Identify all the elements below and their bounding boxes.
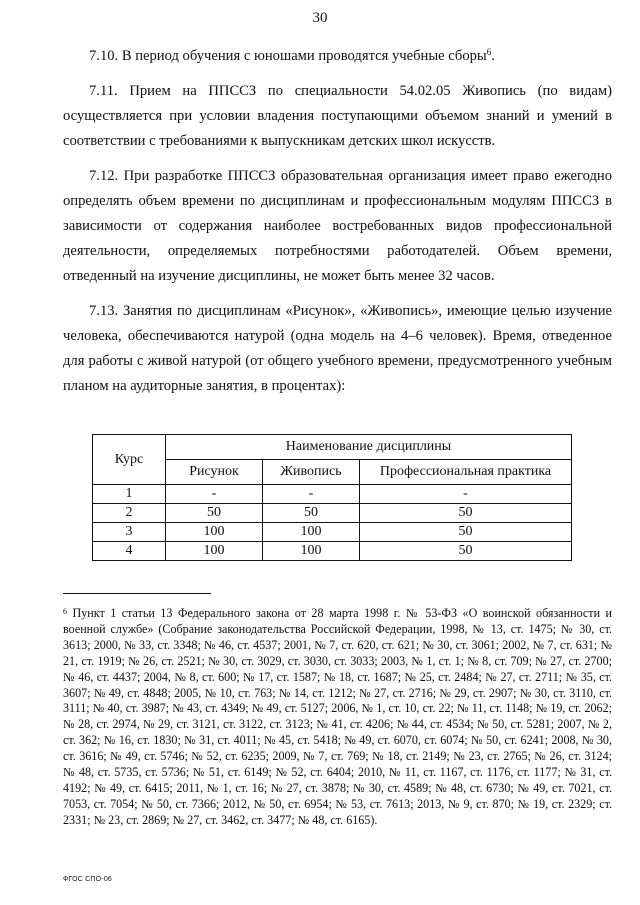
column-header-practice: Профессиональная практика [360, 460, 572, 485]
practice-cell: - [360, 485, 572, 504]
course-cell: 4 [93, 542, 166, 561]
live-model-hours-table [92, 434, 572, 561]
column-header-painting: Живопись [263, 460, 360, 485]
paragraph-7-11: 7.11. Прием на ППССЗ по специальности 54.02.05 Живопись (по видам) осуществляется при условии владения поступающими объемом знаний и умений в соответствии с требованиями к выпускникам детских школ искусств. [63, 83, 612, 149]
painting-cell: - [263, 485, 360, 504]
course-header: Курс [93, 435, 166, 485]
paragraph-7-10-text: 7.10. В период обучения с юношами проводятся учебные сборы [89, 48, 487, 64]
footnote-reference: 6 [486, 47, 492, 57]
column-header-drawing: Рисунок [166, 460, 263, 485]
footnote [63, 606, 612, 829]
table-row [93, 542, 572, 561]
paragraph-7-10-end: . [491, 48, 495, 64]
drawing-cell: 50 [166, 504, 263, 523]
footnote-separator [63, 593, 211, 594]
paragraph-7-10 [63, 44, 612, 69]
document-code: ФГОС СПО-06 [63, 876, 113, 883]
table-row [93, 485, 572, 504]
paragraph-7-12: 7.12. При разработке ППССЗ образовательная организация имеет право ежегодно определять объем времени по дисциплинам и профессиональным модулям ППССЗ в зависимости от содержания наиболее востребованных видов профессиональной деятельности, определяемых потребностями работодателей. Объем времени, отведенный на изучение дисциплины, не может быть менее 32 часов. [63, 168, 612, 284]
painting-cell: 100 [263, 523, 360, 542]
page-number: 30 [312, 10, 328, 26]
drawing-cell: - [166, 485, 263, 504]
course-cell: 2 [93, 504, 166, 523]
body-text [63, 44, 612, 409]
table-header-row [93, 435, 572, 460]
practice-cell: 50 [360, 542, 572, 561]
discipline-group-header: Наименование дисциплины [166, 435, 572, 460]
paragraph-7-13: 7.13. Занятия по дисциплинам «Рисунок», «Живопись», имеющие целью изучение человека, обеспечиваются натурой (одна модель на 4–6 человек). Время, отведенное для работы с живой натурой (от общего учебного времени, предусмотренного учебным планом на аудиторные занятия, в процентах): [63, 303, 612, 394]
footnote-marker: 6 [63, 607, 67, 616]
footnote-text: Пункт 1 статьи 13 Федерального закона от 28 марта 1998 г. № 53-ФЗ «О воинской обязанности и военной службе» (Собрание законодательства Российской Федерации, 1998, № 13, ст. 1475; № 30, ст. 3613; 2000, № 33, ст. 3348; № 46, ст. 4537; 2001, № 7, ст. 620, ст. 621; № 30, ст. 3061; 2002, № 7, ст. 631; № 21, ст. 1919; № 26, ст. 2521; № 30, ст. 3029, ст. 3030, ст. 3033; 2003, № 1, ст. 1; № 8, ст. 709; № 27, ст. 2700; № 46, ст. 4437; 2004, № 8, ст. 600; № 17, ст. 1587; № 18, ст. 1687; № 25, ст. 2484; № 27, ст. 2711; № 35, ст. 3607; № 49, ст. 4848; 2005, № 10, ст. 763; № 14, ст. 1212; № 27, ст. 2716; № 29, ст. 2907; № 30, ст. 3110, ст. 3111; № 40, ст. 3987; № 43, ст. 4349; № 49, ст. 5127; 2006, № 1, ст. 10, ст. 22; № 11, ст. 1148; № 19, ст. 2062; № 28, ст. 2974, № 29, ст. 3121, ст. 3122, ст. 3123; № 41, ст. 4206; № 44, ст. 4534; № 50, ст. 5281; 2007, № 2, ст. 362; № 16, ст. 1830; № 31, ст. 4011; № 45, ст. 5418; № 49, ст. 6070, ст. 6074; № 50, ст. 6241; 2008, № 30, ст. 3616; № 49, ст. 5746; № 52, ст. 6235; 2009, № 7, ст. 769; № 18, ст. 2149; № 23, ст. 2765; № 26, ст. 3124; № 48, ст. 5735, ст. 5736; № 51, ст. 6149; № 52, ст. 6404; 2010, № 11, ст. 1167, ст. 1176, ст. 1177; № 31, ст. 4192; № 49, ст. 6415; 2011, № 1, ст. 16; № 27, ст. 3878; № 30, ст. 4589; № 48, ст. 6730; № 49, ст. 7021, ст. 7053, ст. 7054; № 50, ст. 7366; 2012, № 50, ст. 6954; № 53, ст. 7613; 2013, № 9, ст. 870; № 19, ст. 2329; ст. 2331; № 23, ст. 2869; № 27, ст. 3462, ст. 3477; № 48, ст. 6165). [63, 606, 612, 827]
drawing-cell: 100 [166, 523, 263, 542]
table-row [93, 504, 572, 523]
painting-cell: 100 [263, 542, 360, 561]
drawing-cell: 100 [166, 542, 263, 561]
course-cell: 1 [93, 485, 166, 504]
table-row [93, 523, 572, 542]
course-cell: 3 [93, 523, 166, 542]
practice-cell: 50 [360, 504, 572, 523]
painting-cell: 50 [263, 504, 360, 523]
practice-cell: 50 [360, 523, 572, 542]
